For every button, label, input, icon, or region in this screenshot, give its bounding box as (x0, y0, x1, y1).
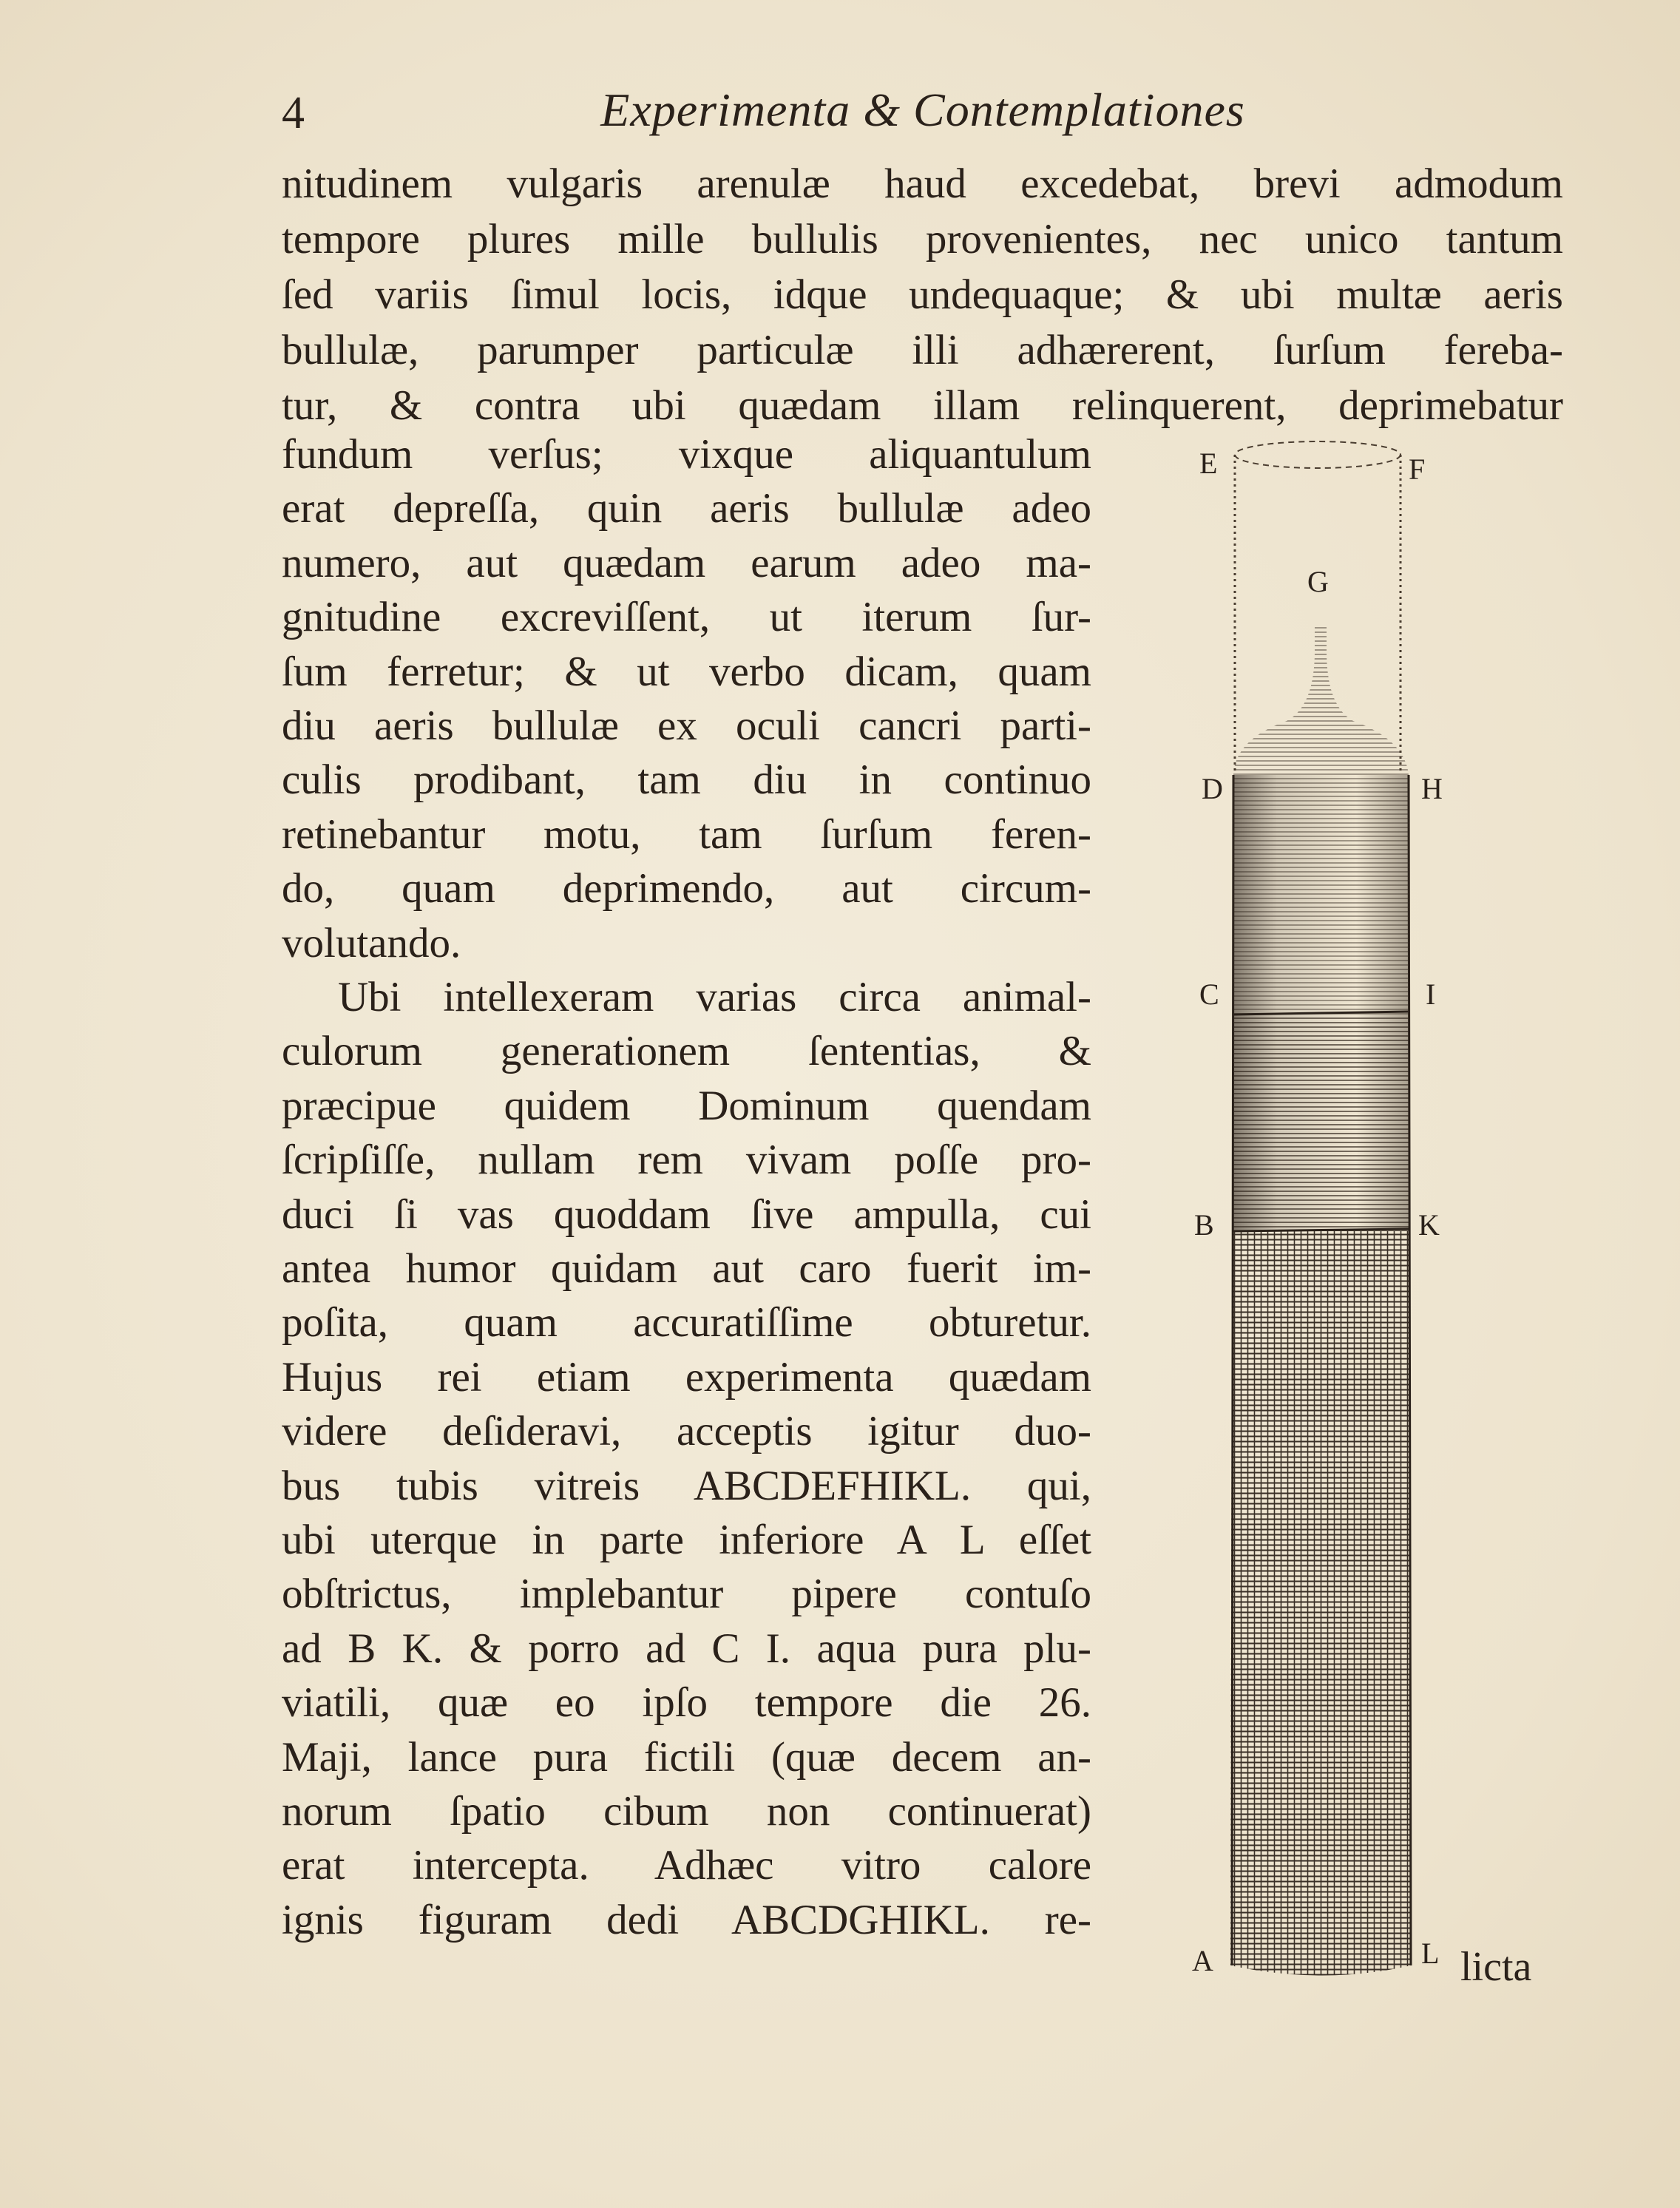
label-D: D (1202, 772, 1223, 805)
text-line: fundum verſus; vixque aliquantulum (282, 431, 1091, 478)
text-line: tempore plures mille bullulis provenientes, nec unico tantum (282, 216, 1563, 263)
text-line: Ubi intellexeram varias circa animal- (338, 974, 1091, 1020)
label-K: K (1418, 1208, 1440, 1242)
text-line: præcipue quidem Dominum quendam (282, 1082, 1091, 1129)
page-number: 4 (282, 88, 305, 138)
text-line: bullulæ, parumper particulæ illi adhærerent, ſurſum fereba- (282, 327, 1563, 373)
text-line: bus tubis vitreis ABCDEFHIKL. qui, (282, 1462, 1091, 1509)
tube-body (1230, 625, 1411, 1976)
text-line: volutando. (282, 919, 461, 966)
text-line: duci ſi vas quoddam ſive ampulla, cui (282, 1191, 1091, 1238)
text-line: ad B K. & porro ad C I. aqua pura plu- (282, 1625, 1091, 1672)
text-line: culorum generationem ſententias, & (282, 1028, 1091, 1075)
text-line: Maji, lance pura fictili (quæ decem an- (282, 1733, 1091, 1781)
text-line: do, quam deprimendo, aut circum- (282, 865, 1091, 912)
text-line: erat intercepta. Adhæc vitro calore (282, 1842, 1091, 1889)
label-E: E (1199, 447, 1218, 480)
text-line: Hujus rei etiam experimenta quædam (282, 1353, 1091, 1401)
text-line: norum ſpatio cibum non continuerat) (282, 1788, 1091, 1835)
catchword: licta (1460, 1944, 1532, 1990)
label-H: H (1421, 772, 1443, 805)
text-line: ſed variis ſimul locis, idque undequaque; & ubi multæ aeris (282, 271, 1563, 318)
label-A: A (1192, 1944, 1213, 1977)
text-line: culis prodibant, tam diu in continuo (282, 756, 1091, 804)
text-line: nitudinem vulgaris arenulæ haud excedebat, brevi admodum (282, 160, 1563, 207)
text-line: diu aeris bullulæ ex oculi cancri parti- (282, 702, 1091, 749)
text-line: poſita, quam accuratiſſime obturetur. (282, 1299, 1091, 1347)
text-line: ignis figuram dedi ABCDGHIKL. re- (282, 1896, 1091, 1943)
text-line: gnitudine excreviſſent, ut iterum ſur- (282, 594, 1091, 641)
text-line: ubi uterque in parte inferiore A L eſſet (282, 1517, 1091, 1563)
label-L: L (1421, 1937, 1440, 1970)
text-line: numero, aut quædam earum adeo ma- (282, 539, 1091, 586)
label-I: I (1426, 978, 1436, 1011)
text-line: antea humor quidam aut caro fuerit im- (282, 1245, 1091, 1292)
running-title: Experimenta & Contemplationes (600, 84, 1245, 136)
text-line: obſtrictus, implebantur pipere contuſo (282, 1571, 1091, 1618)
text-line: retinebantur motu, tam ſurſum feren- (282, 810, 1091, 858)
text-line: erat depreſſa, quin aeris bullulæ adeo (282, 485, 1091, 532)
text-line: videre deſideravi, acceptis igitur duo- (282, 1408, 1091, 1455)
text-line: ſum ferretur; & ut verbo dicam, quam (282, 648, 1091, 695)
text-line: ſcripſiſſe, nullam rem vivam poſſe pro- (282, 1137, 1091, 1184)
label-B: B (1194, 1208, 1214, 1242)
label-F: F (1409, 453, 1426, 486)
label-G: G (1307, 565, 1329, 598)
text-line: viatili, quæ eo ipſo tempore die 26. (282, 1679, 1091, 1727)
text-line: tur, & contra ubi quædam illam relinquerent, deprimebatur (282, 382, 1563, 429)
label-C: C (1199, 978, 1219, 1011)
